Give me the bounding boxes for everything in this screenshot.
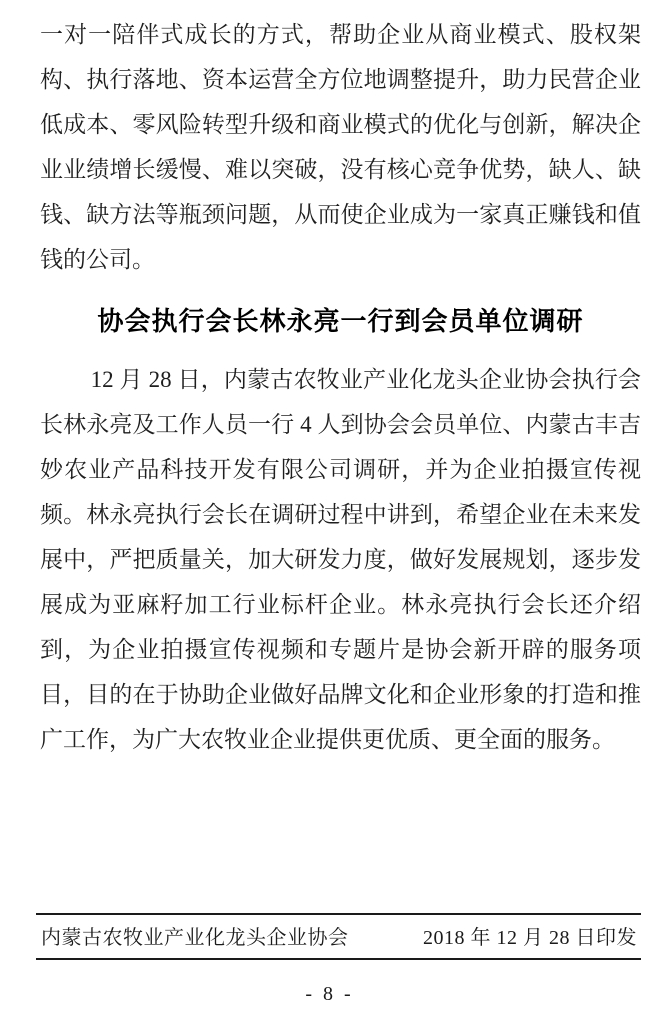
paragraph-continuation: 一对一陪伴式成长的方式，帮助企业从商业模式、股权架构、执行落地、资本运营全方位地调整提升，助力民营企业低成本、零风险转型升级和商业模式的优化与创新，解决企业业绩增长缓慢、难以突破，没有核心竞争优势，缺人、缺钱、缺方法等瓶颈问题，从而使企业成为一家真正赚钱和值钱的公司。: [40, 22, 641, 272]
footer-divider-bottom: [36, 958, 641, 960]
article-title: 协会执行会长林永亮一行到会员单位调研: [97, 307, 584, 336]
footer: [41, 921, 637, 955]
article-paragraph: 12 月 28 日，内蒙古农牧业产业化龙头企业协会执行会长林永亮及工作人员一行 4 人到协会会员单位、内蒙古丰吉妙农业产品科技开发有限公司调研，并为企业拍摄宣传视频。林永亮执行会长在调研过程中讲到，希望企业在未来发展中，严把质量关，加大研发力度，做好发展规划，逐步发展成为亚麻籽加工行业标杆企业。林永亮执行会长还介绍到，为企业拍摄宣传视频和专题片是协会新开辟的服务项目，目的在于协助企业做好品牌文化和企业形象的打造和推广工作，为广大农牧业企业提供更优质、更全面的服务。: [40, 367, 641, 752]
document-body: [40, 12, 641, 762]
footer-divider-top: [36, 913, 641, 915]
footer-print-date: 2018 年 12 月 28 日印发: [423, 927, 637, 949]
footer-issuer: 内蒙古农牧业产业化龙头企业协会: [41, 927, 349, 949]
page-number: - 8 -: [305, 983, 354, 1005]
